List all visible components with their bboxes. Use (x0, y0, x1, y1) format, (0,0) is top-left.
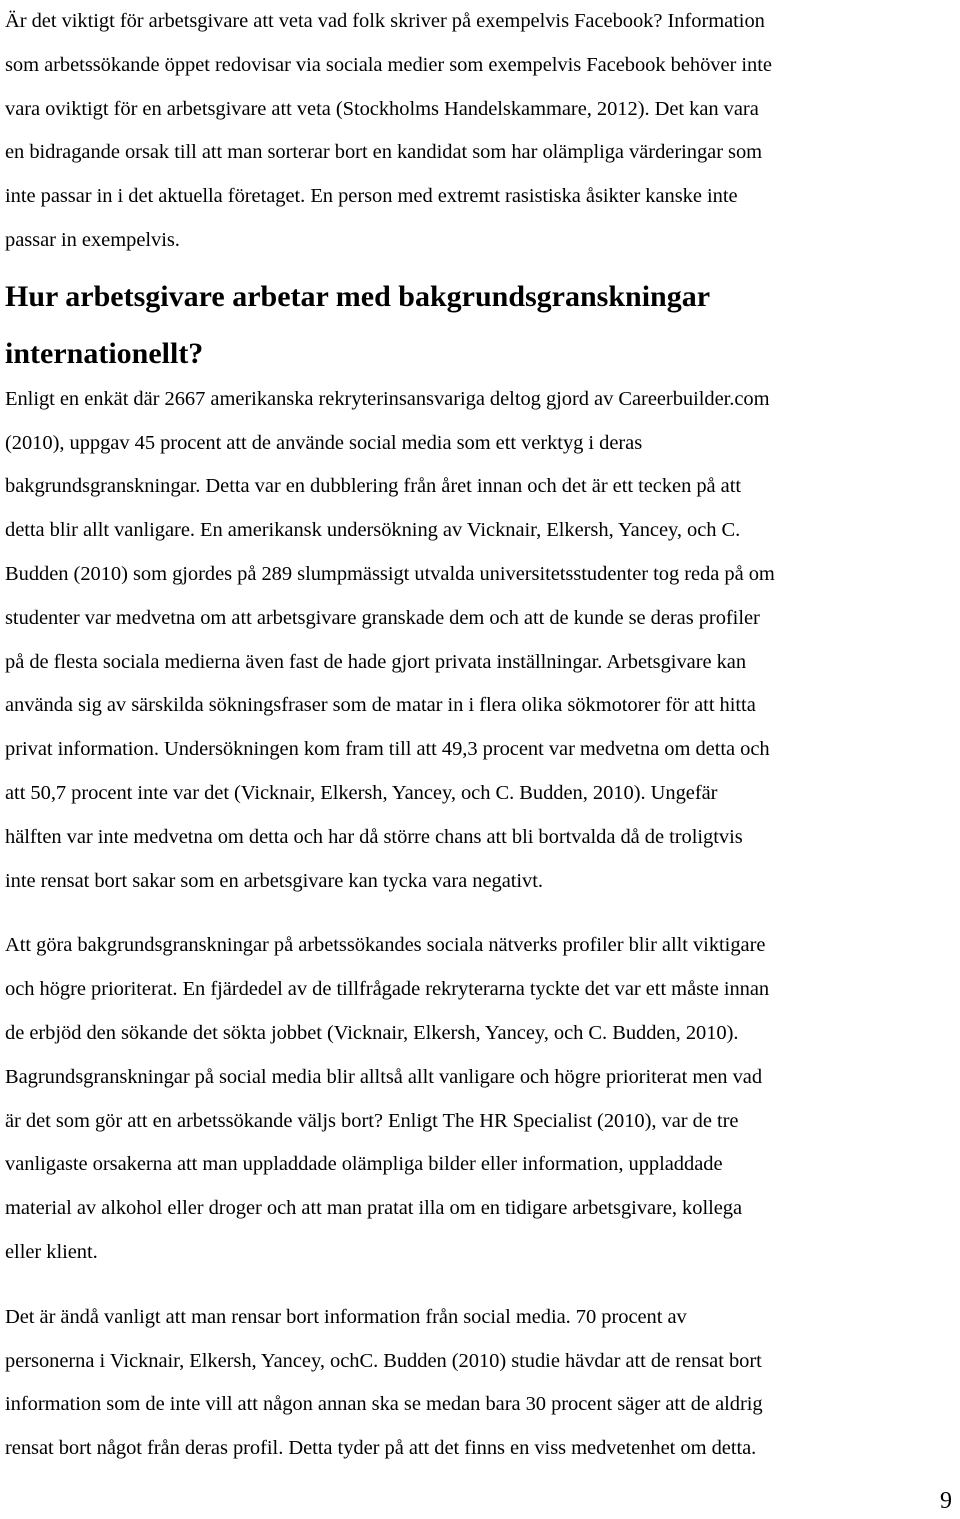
paragraph-careerbuilder-survey (5, 378, 955, 904)
text-line: Det är ändå vanligt att man rensar bort information från social media. 70 procent av (5, 1305, 687, 1328)
text-line: vanligaste orsakerna att man uppladdade olämpliga bilder eller information, uppladdade (5, 1153, 723, 1176)
text-line: studenter var medvetna om att arbetsgivare granskade dem och att de kunde se deras profiler (5, 606, 760, 629)
text-line: Bagrundsgranskningar på social media blir alltså allt vanligare och högre prioriterat men vad (5, 1065, 763, 1088)
text-line: rensat bort något från deras profil. Detta tyder på att det finns en viss medvetenhet om detta. (5, 1437, 757, 1460)
text-line: de erbjöd den sökande det sökta jobbet (Vicknair, Elkersh, Yancey, och C. Budden, 2010). (5, 1021, 739, 1044)
paragraph-removing-information (5, 1296, 955, 1471)
paragraph-background-checks (5, 924, 955, 1274)
text-line: är det som gör att en arbetssökande väljs bort? Enligt The HR Specialist (2010), var de tre (5, 1109, 739, 1132)
document-page (5, 0, 955, 1471)
text-line: passar in exempelvis. (5, 228, 180, 251)
text-line: Att göra bakgrundsgranskningar på arbetssökandes sociala nätverks profiler blir allt viktigare (5, 934, 766, 957)
text-line: material av alkohol eller droger och att man pratat illa om en tidigare arbetsgivare, kollega (5, 1197, 743, 1220)
text-line: använda sig av särskilda sökningsfraser som de matar in i flera olika sökmotorer för att hitta (5, 694, 756, 717)
text-line: Är det viktigt för arbetsgivare att veta vad folk skriver på exempelvis Facebook? Information (5, 10, 765, 32)
text-line: en bidragande orsak till att man sorterar bort en kandidat som har olämpliga värderingar som (5, 141, 763, 164)
section-heading (5, 268, 955, 382)
text-line: inte rensat bort sakar som en arbetsgivare kan tycka vara negativt. (5, 869, 543, 892)
text-line: hälften var inte medvetna om detta och har då större chans att bli bortvalda då de troligtvis (5, 825, 743, 848)
page-number: 9 (940, 1488, 952, 1514)
paragraph-gap (5, 1275, 955, 1296)
text-line: inte passar in i det aktuella företaget. En person med extremt rasistiska åsikter kanske inte (5, 185, 738, 208)
text-line: vara oviktigt för en arbetsgivare att veta (Stockholms Handelskammare, 2012). Det kan vara (5, 97, 759, 120)
text-line: detta blir allt vanligare. En amerikansk undersökning av Vicknair, Elkersh, Yancey, och C. (5, 519, 741, 542)
text-line: att 50,7 procent inte var det (Vicknair, Elkersh, Yancey, och C. Budden, 2010). Ungefär (5, 781, 718, 804)
text-line: och högre prioriterat. En fjärdedel av de tillfrågade rekryterarna tyckte det var ett måste innan (5, 978, 770, 1001)
heading-line: Hur arbetsgivare arbetar med bakgrundsgranskningar (5, 279, 711, 313)
text-line: privat information. Undersökningen kom fram till att 49,3 procent var medvetna om detta och (5, 738, 770, 761)
text-line: på de flesta sociala medierna även fast de hade gjort privata inställningar. Arbetsgivare kan (5, 650, 747, 673)
text-line: Budden (2010) som gjordes på 289 slumpmässigt utvalda universitetsstudenter tog reda på om (5, 562, 775, 585)
heading-line: internationellt? (5, 336, 204, 370)
text-line: information som de inte vill att någon annan ska se medan bara 30 procent säger att de aldrig (5, 1393, 763, 1416)
paragraph-gap (5, 903, 955, 924)
text-line: (2010), uppgav 45 procent att de använde social media som ett verktyg i deras (5, 431, 643, 454)
text-line: eller klient. (5, 1240, 98, 1263)
paragraph-facebook-intro (5, 0, 955, 263)
text-line: bakgrundsgranskningar. Detta var en dubblering från året innan och det är ett tecken på att (5, 475, 742, 498)
text-line: Enligt en enkät där 2667 amerikanska rekryterinsansvariga deltog gjord av Careerbuilder.com (5, 387, 770, 410)
text-line: personerna i Vicknair, Elkersh, Yancey, ochC. Budden (2010) studie hävdar att de rensat bort (5, 1349, 762, 1372)
text-line: som arbetssökande öppet redovisar via sociala medier som exempelvis Facebook behöver inte (5, 53, 772, 76)
